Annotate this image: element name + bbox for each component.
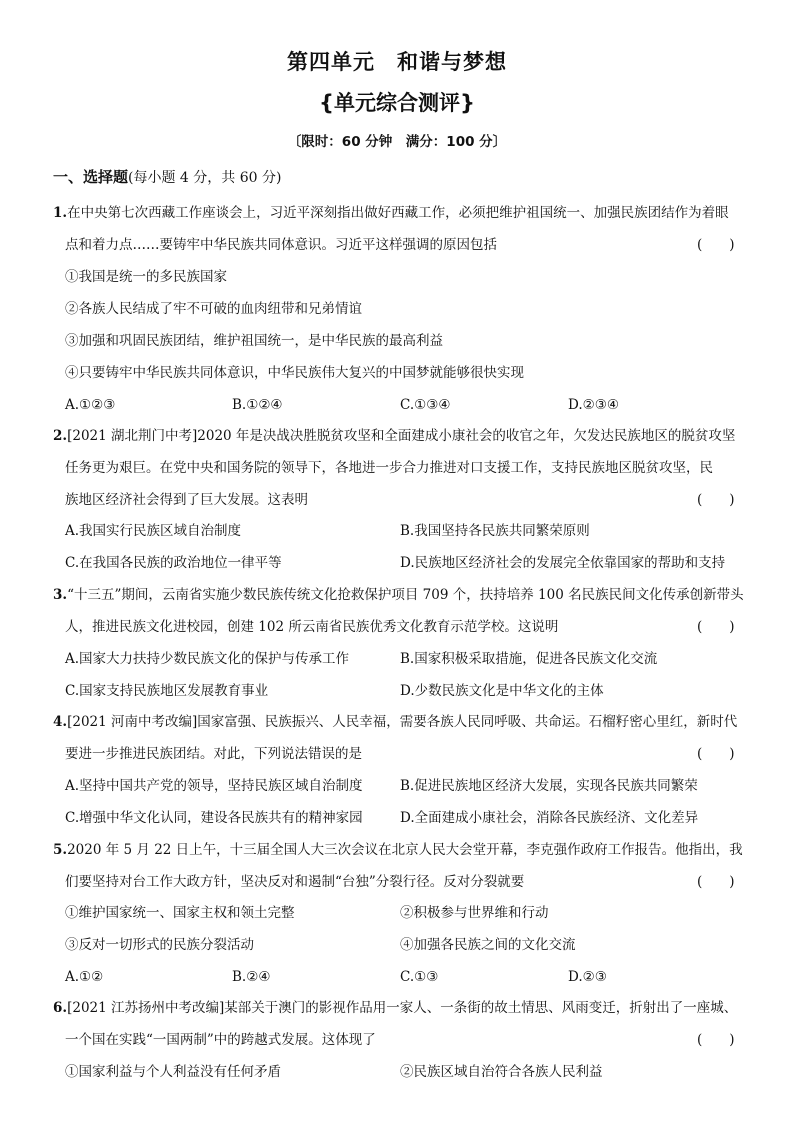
q4-option-b[interactable]: B.促进民族地区经济大发展，实现各民族共同繁荣 [400,778,698,794]
q3-option-c[interactable]: C.国家支持民族地区发展教育事业 [65,683,269,699]
q5-option-b[interactable]: B.②④ [232,969,271,985]
q3-option-b[interactable]: B.国家积极采取措施，促进各民族文化交流 [400,651,658,667]
q6-answer-blank[interactable]: ( ) [697,1032,735,1048]
q4-text1: [2021 河南中考改编]国家富强、民族振兴、人民幸福，需要各族人民同呼吸、共命运。石榴籽密心里红，新时代 [67,714,738,730]
q6-line1 [53,998,737,1018]
q2-text1: [2021 湖北荆门中考]2020 年是决战决胜脱贫攻坚和全面建成小康社会的收官之年，欠发达民族地区的脱贫攻坚 [67,428,736,444]
q6-statement-2: ②民族区域自治符合各族人民利益 [400,1064,603,1080]
q1-number: 1. [53,205,68,221]
q4-line2: 要进一步推进民族团结。对此，下列说法错误的是 [65,746,362,762]
q4-option-c[interactable]: C.增强中华文化认同，建设各民族共有的精神家园 [65,810,363,826]
q3-text1: “十三五”期间，云南省实施少数民族传统文化抢救保护项目 709 个，扶持培养 100 名民族民间文化传承创新带头 [67,587,744,603]
q1-option-c[interactable]: C.①③④ [400,397,451,413]
q2-line2: 任务更为艰巨。在党中央和国务院的领导下，各地进一步合力推进对口支援工作，支持民族地区脱贫攻坚，民 [65,460,713,476]
q1-statement-3: ③加强和巩固民族团结，维护祖国统一，是中华民族的最高利益 [65,333,443,349]
q5-line1 [53,840,743,860]
q3-option-d[interactable]: D.少数民族文化是中华文化的主体 [400,683,604,699]
q2-option-d[interactable]: D.民族地区经济社会的发展完全依靠国家的帮助和支持 [400,555,726,571]
q2-option-b[interactable]: B.我国坚持各民族共同繁荣原则 [400,523,590,539]
section-label: 一、选择题 [53,168,129,186]
q5-statement-3: ③反对一切形式的民族分裂活动 [65,937,254,953]
q5-answer-blank[interactable]: ( ) [697,874,735,890]
q3-line1 [53,585,744,605]
q1-option-d[interactable]: D.②③④ [568,397,619,413]
q4-number: 4. [53,714,68,730]
q6-statement-1: ①国家利益与个人利益没有任何矛盾 [65,1064,281,1080]
q4-option-a[interactable]: A.坚持中国共产党的领导，坚持民族区域自治制度 [65,778,363,794]
q5-option-d[interactable]: D.②③ [568,969,607,985]
q1-text1: 在中央第七次西藏工作座谈会上，习近平深刻指出做好西藏工作，必须把维护祖国统一、加强民族团结作为着眼 [67,205,729,221]
q3-option-a[interactable]: A.国家大力扶持少数民族文化的保护与传承工作 [65,651,350,667]
q4-option-d[interactable]: D.全面建成小康社会，消除各民族经济、文化差异 [400,810,699,826]
exam-meta: 〔限时：60 分钟 满分：100 分〕 [287,134,507,150]
q2-answer-blank[interactable]: ( ) [697,492,735,508]
q1-line2: 点和着力点……要铸牢中华民族共同体意识。习近平这样强调的原因包括 [65,237,497,253]
q2-line1 [53,426,735,446]
q1-answer-blank[interactable]: ( ) [697,237,735,253]
q1-option-b[interactable]: B.①②④ [232,397,283,413]
q5-line2: 们要坚持对台工作大政方针，坚决反对和遏制“台独”分裂行径。反对分裂就要 [65,874,525,890]
q2-line3: 族地区经济社会得到了巨大发展。这表明 [65,492,308,508]
q3-line2: 人，推进民族文化进校园，创建 102 所云南省民族优秀文化教育示范学校。这说明 [65,619,559,635]
q1-statement-4: ④只要铸牢中华民族共同体意识，中华民族伟大复兴的中国梦就能够很快实现 [65,365,524,381]
q5-statement-4: ④加强各民族之间的文化交流 [400,937,576,953]
q4-line1 [53,712,737,732]
unit-title: 第四单元 和谐与梦想 [287,50,507,74]
q6-line2: 一个国在实践“一国两制”中的跨越式发展。这体现了 [65,1032,376,1048]
section-heading [53,166,281,187]
q2-number: 2. [53,428,68,444]
q5-statement-1: ①维护国家统一、国家主权和领土完整 [65,905,295,921]
unit-subtitle: {单元综合测评} [319,91,475,115]
q3-answer-blank[interactable]: ( ) [697,619,735,635]
q2-option-a[interactable]: A.我国实行民族区域自治制度 [65,523,242,539]
q1-statement-2: ②各族人民结成了牢不可破的血肉纽带和兄弟情谊 [65,301,362,317]
q5-number: 5. [53,842,68,858]
q1-line1 [53,203,729,223]
q5-option-c[interactable]: C.①③ [400,969,439,985]
q4-answer-blank[interactable]: ( ) [697,746,735,762]
q1-statement-1: ①我国是统一的多民族国家 [65,269,227,285]
q6-text1: [2021 江苏扬州中考改编]某部关于澳门的影视作品用一家人、一条街的故土情思、风雨变迁，折射出了一座城、 [67,1000,738,1016]
q2-option-c[interactable]: C.在我国各民族的政治地位一律平等 [65,555,282,571]
q6-number: 6. [53,1000,68,1016]
q5-statement-2: ②积极参与世界维和行动 [400,905,549,921]
section-note: (每小题 4 分，共 60 分) [128,170,282,186]
q5-option-a[interactable]: A.①② [65,969,104,985]
q1-option-a[interactable]: A.①②③ [65,397,116,413]
q3-number: 3. [53,587,68,603]
q5-text1: 2020 年 5 月 22 日上午，十三届全国人大三次会议在北京人民大会堂开幕，李克强作政府工作报告。他指出，我 [67,842,743,858]
